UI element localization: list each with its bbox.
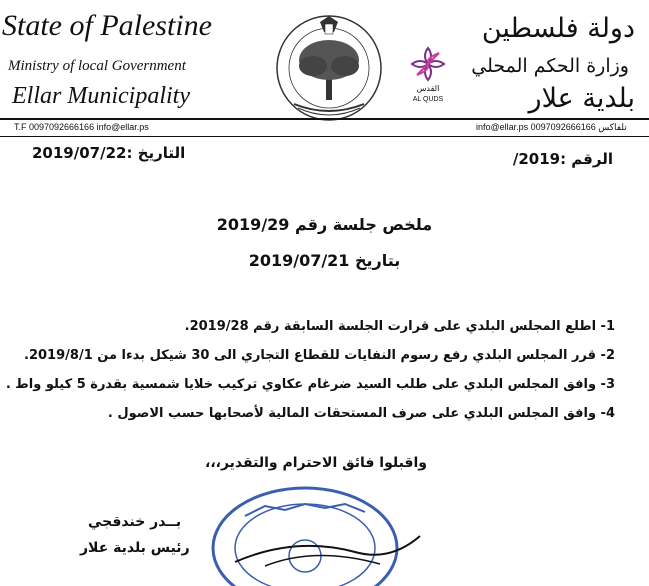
al-quds-logo [398, 40, 458, 104]
municipality-emblem-logo [268, 8, 390, 126]
al-quds-english-label: AL QUDS [412, 96, 444, 103]
signatory-name: بــدر خندقجي [88, 514, 182, 530]
arabic-state-title: دولة فلسطين [481, 13, 635, 44]
header-rule-top [0, 118, 649, 120]
arabic-contact-line: info@ellar.ps 0097092666166 تلفاكس [476, 122, 627, 132]
decision-item: 4- وافق المجلس البلدي على صرف المستحقات المالية لأصحابها حسب الاصول . [107, 406, 615, 421]
closing-salutation: واقبلوا فائق الاحترام والتقدير،،، [205, 455, 427, 471]
official-stamp [205, 466, 425, 586]
al-quds-arabic-label: القدس [416, 84, 440, 93]
english-contact-line: T.F 0097092666166 info@ellar.ps [14, 122, 149, 132]
header-rule-bottom [0, 136, 649, 137]
arabic-ministry: وزارة الحكم المحلي [471, 55, 629, 77]
document-date: التاريخ :2019/07/22 [32, 144, 186, 162]
signatory-title: رئيس بلدية علار [80, 540, 190, 556]
decision-item: 3- وافق المجلس البلدي على طلب السيد ضرغام عكاوي تركيب خلايا شمسية بقدرة 5 كيلو واط . [5, 377, 615, 392]
english-ministry: Ministry of local Government [8, 58, 186, 74]
english-state-title: State of Palestine [2, 9, 212, 42]
session-title: ملخص جلسة رقم 2019/29 [216, 215, 433, 234]
decision-item: 2- قرر المجلس البلدي رفع رسوم النفايات للقطاع التجاري الى 30 شيكل بدءا من 2019/8/1. [24, 348, 615, 363]
arabic-municipality: بلدية علار [528, 83, 635, 114]
document-reference: الرقم :2019/ [512, 150, 613, 168]
session-date: بتاريخ 2019/07/21 [248, 251, 401, 270]
english-municipality: Ellar Municipality [12, 83, 190, 109]
decision-item: 1- اطلع المجلس البلدي على قرارت الجلسة السابقة رقم 2019/28. [184, 319, 615, 334]
decisions-list [5, 316, 615, 432]
